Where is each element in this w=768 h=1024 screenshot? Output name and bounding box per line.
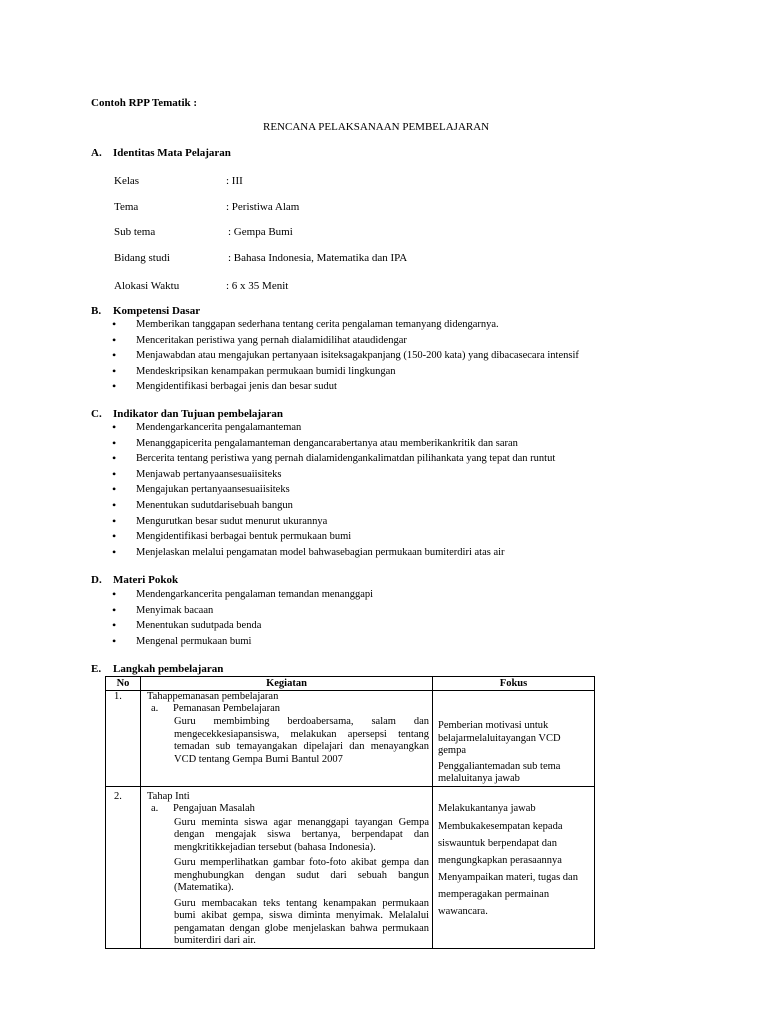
list-item: • Menjawabdan atau mengajukan pertanyaan isiteksagakpanjang (150-200 kata) yang dibacasecara intensif — [112, 348, 579, 363]
kegiatan-paragraph: Guru membimbing berdoabersama, salam dan mengecekkesiapansiswa, melakukan apersepsi tentang temadan sub temayangakan dipelajari dan menayangkan VCD tentang Gempa Bumi Bantul 2007 — [174, 716, 429, 765]
bullet-icon: • — [112, 332, 117, 347]
identity-value-bidang-studi: : Bahasa Indonesia, Matematika dan IPA — [228, 252, 408, 264]
bullet-icon: • — [112, 633, 117, 648]
identity-label-alokasi-waktu: Alokasi Waktu — [114, 280, 180, 292]
list-item: • Mengajukan pertanyaansesuaiisiteks — [112, 482, 290, 497]
sub-title: Pengajuan Masalah — [173, 802, 255, 814]
indikator-list — [110, 420, 555, 560]
fokus-paragraph: Menyampaikan materi, tugas dan memperagakan permainan wawancara. — [438, 872, 578, 917]
bullet-icon: • — [112, 435, 117, 450]
list-item: • Memberikan tanggapan sederhana tentang cerita pengalaman temanyang didengarnya. — [112, 317, 499, 331]
sub-heading — [147, 803, 429, 815]
fokus-paragraph: Membukakesempatan kepada siswauntuk berpendapat dan mengungkapkan perasaannya — [438, 821, 563, 866]
sub-letter: a. — [151, 703, 159, 714]
fokus-paragraph: Pemberian motivasi untuk belajarmelaluitayangan VCD gempa — [438, 720, 561, 756]
list-item: • Menentukan sudutdarisebuah bangun — [112, 497, 293, 512]
bullet-icon: • — [112, 587, 117, 601]
section-c-letter: C. — [91, 408, 102, 420]
bullet-icon: • — [112, 618, 117, 633]
sub-heading — [147, 703, 429, 715]
section-b-letter: B. — [91, 305, 102, 317]
sub-title: Pemanasan Pembelajaran — [173, 703, 280, 714]
bullet-icon: • — [112, 363, 117, 378]
table-row — [106, 786, 595, 948]
identity-label-sub-tema: Sub tema — [114, 226, 156, 238]
list-item: • Mengenal permukaan bumi — [112, 633, 252, 648]
kegiatan-paragraph: Guru membacakan teks tentang kenampakan permukaan bumi akibat gempa, siswa diminta menyimak. Melalalui pengamatan dengan globe menjelaskan bahwa permukaan bumiterdiri dari air. — [174, 897, 429, 946]
section-e-title: Langkah pembelajaran — [113, 663, 224, 675]
identity-label-tema: Tema — [114, 201, 139, 213]
table-row — [106, 691, 595, 787]
bullet-icon: • — [112, 317, 117, 331]
sub-letter: a. — [151, 802, 159, 814]
identity-value-alokasi-waktu: : 6 x 35 Menit — [226, 280, 289, 292]
fokus-cell — [433, 786, 595, 948]
identity-value-tema: : Peristiwa Alam — [226, 201, 300, 213]
kegiatan-paragraph: Guru meminta siswa agar menanggapi tayangan Gempa dengan mengajak siswa bertanya, berpendapat dan mengkritikkejadian tersebut (bahasa Indonesia). — [174, 816, 429, 853]
langkah-pembelajaran-table — [105, 676, 595, 949]
list-item: • Menentukan sudutpada benda — [112, 618, 262, 633]
bullet-icon: • — [112, 379, 117, 394]
header-fokus: Fokus — [433, 677, 595, 691]
section-a-letter: A. — [91, 147, 102, 159]
list-item: • Mengurutkan besar sudut menurut ukurannya — [112, 513, 328, 528]
row-number: 2. — [106, 786, 141, 948]
bullet-icon: • — [112, 529, 117, 544]
kegiatan-cell — [141, 786, 433, 948]
stage-title: Tahap Inti — [147, 790, 190, 802]
section-c-title: Indikator dan Tujuan pembelajaran — [113, 408, 284, 420]
identity-value-sub-tema: : Gempa Bumi — [228, 226, 293, 238]
document-label: Contoh RPP Tematik : — [91, 97, 198, 109]
kompetensi-dasar-list — [110, 317, 579, 395]
list-item: • Mengidentifikasi berbagai bentuk permukaan bumi — [112, 529, 352, 544]
list-item: • Menyimak bacaan — [112, 602, 214, 617]
list-item: • Mendeskripsikan kenampakan permukaan bumidi lingkungan — [112, 363, 396, 378]
list-item: • Bercerita tentang peristiwa yang pernah dialamidengankalimatdan pilihankata yang tepat dan runtut — [112, 451, 556, 466]
bullet-icon: • — [112, 420, 117, 434]
list-item: • Menjawab pertanyaansesuaiisiteks — [112, 466, 282, 481]
bullet-icon: • — [112, 482, 117, 497]
bullet-icon: • — [112, 466, 117, 481]
header-no: No — [106, 677, 141, 691]
document-title: RENCANA PELAKSANAAN PEMBELAJARAN — [263, 121, 490, 133]
list-item: • Mendengarkancerita pengalaman temandan menanggapi — [112, 587, 374, 601]
kegiatan-cell — [141, 691, 433, 787]
row-number: 1. — [106, 691, 141, 787]
list-item: • Mengidentifikasi berbagai jenis dan besar sudut — [112, 379, 337, 394]
list-item: • Menanggapicerita pengalamanteman dengancarabertanya atau memberikankritik dan saran — [112, 435, 518, 450]
list-item: • Menjelaskan melalui pengamatan model bahwasebagian permukaan bumiterdiri atas air — [112, 544, 505, 559]
fokus-cell — [433, 691, 595, 787]
identity-value-kelas: : III — [226, 175, 243, 187]
materi-pokok-list — [110, 587, 373, 649]
list-item: • Mendengarkancerita pengalamanteman — [112, 420, 302, 434]
section-d-letter: D. — [91, 574, 102, 586]
identity-label-bidang-studi: Bidang studi — [114, 252, 170, 264]
bullet-icon: • — [112, 451, 117, 466]
section-e-letter: E. — [91, 663, 102, 675]
fokus-paragraph: Melakukantanya jawab — [438, 802, 536, 814]
bullet-icon: • — [112, 513, 117, 528]
kegiatan-paragraph: Guru memperlihatkan gambar foto-foto akibat gempa dan menghubungkan dengan sudut dari sebuah bangun (Matematika). — [174, 857, 429, 893]
section-a-title: Identitas Mata Pelajaran — [113, 147, 231, 159]
bullet-icon: • — [112, 602, 117, 617]
list-item: • Menceritakan peristiwa yang pernah dialamidilihat ataudidengar — [112, 332, 407, 347]
bullet-icon: • — [112, 348, 117, 363]
stage-title: Tahappemanasan pembelajaran — [147, 691, 279, 702]
identity-label-kelas: Kelas — [114, 175, 140, 187]
fokus-paragraph: Penggaliantemadan sub tema melaluitanya jawab — [438, 760, 561, 784]
table-header-row — [106, 677, 595, 691]
section-b-title: Kompetensi Dasar — [113, 305, 201, 317]
bullet-icon: • — [112, 544, 117, 559]
header-kegiatan: Kegiatan — [141, 677, 433, 691]
section-d-title: Materi Pokok — [113, 574, 179, 586]
bullet-icon: • — [112, 497, 117, 512]
